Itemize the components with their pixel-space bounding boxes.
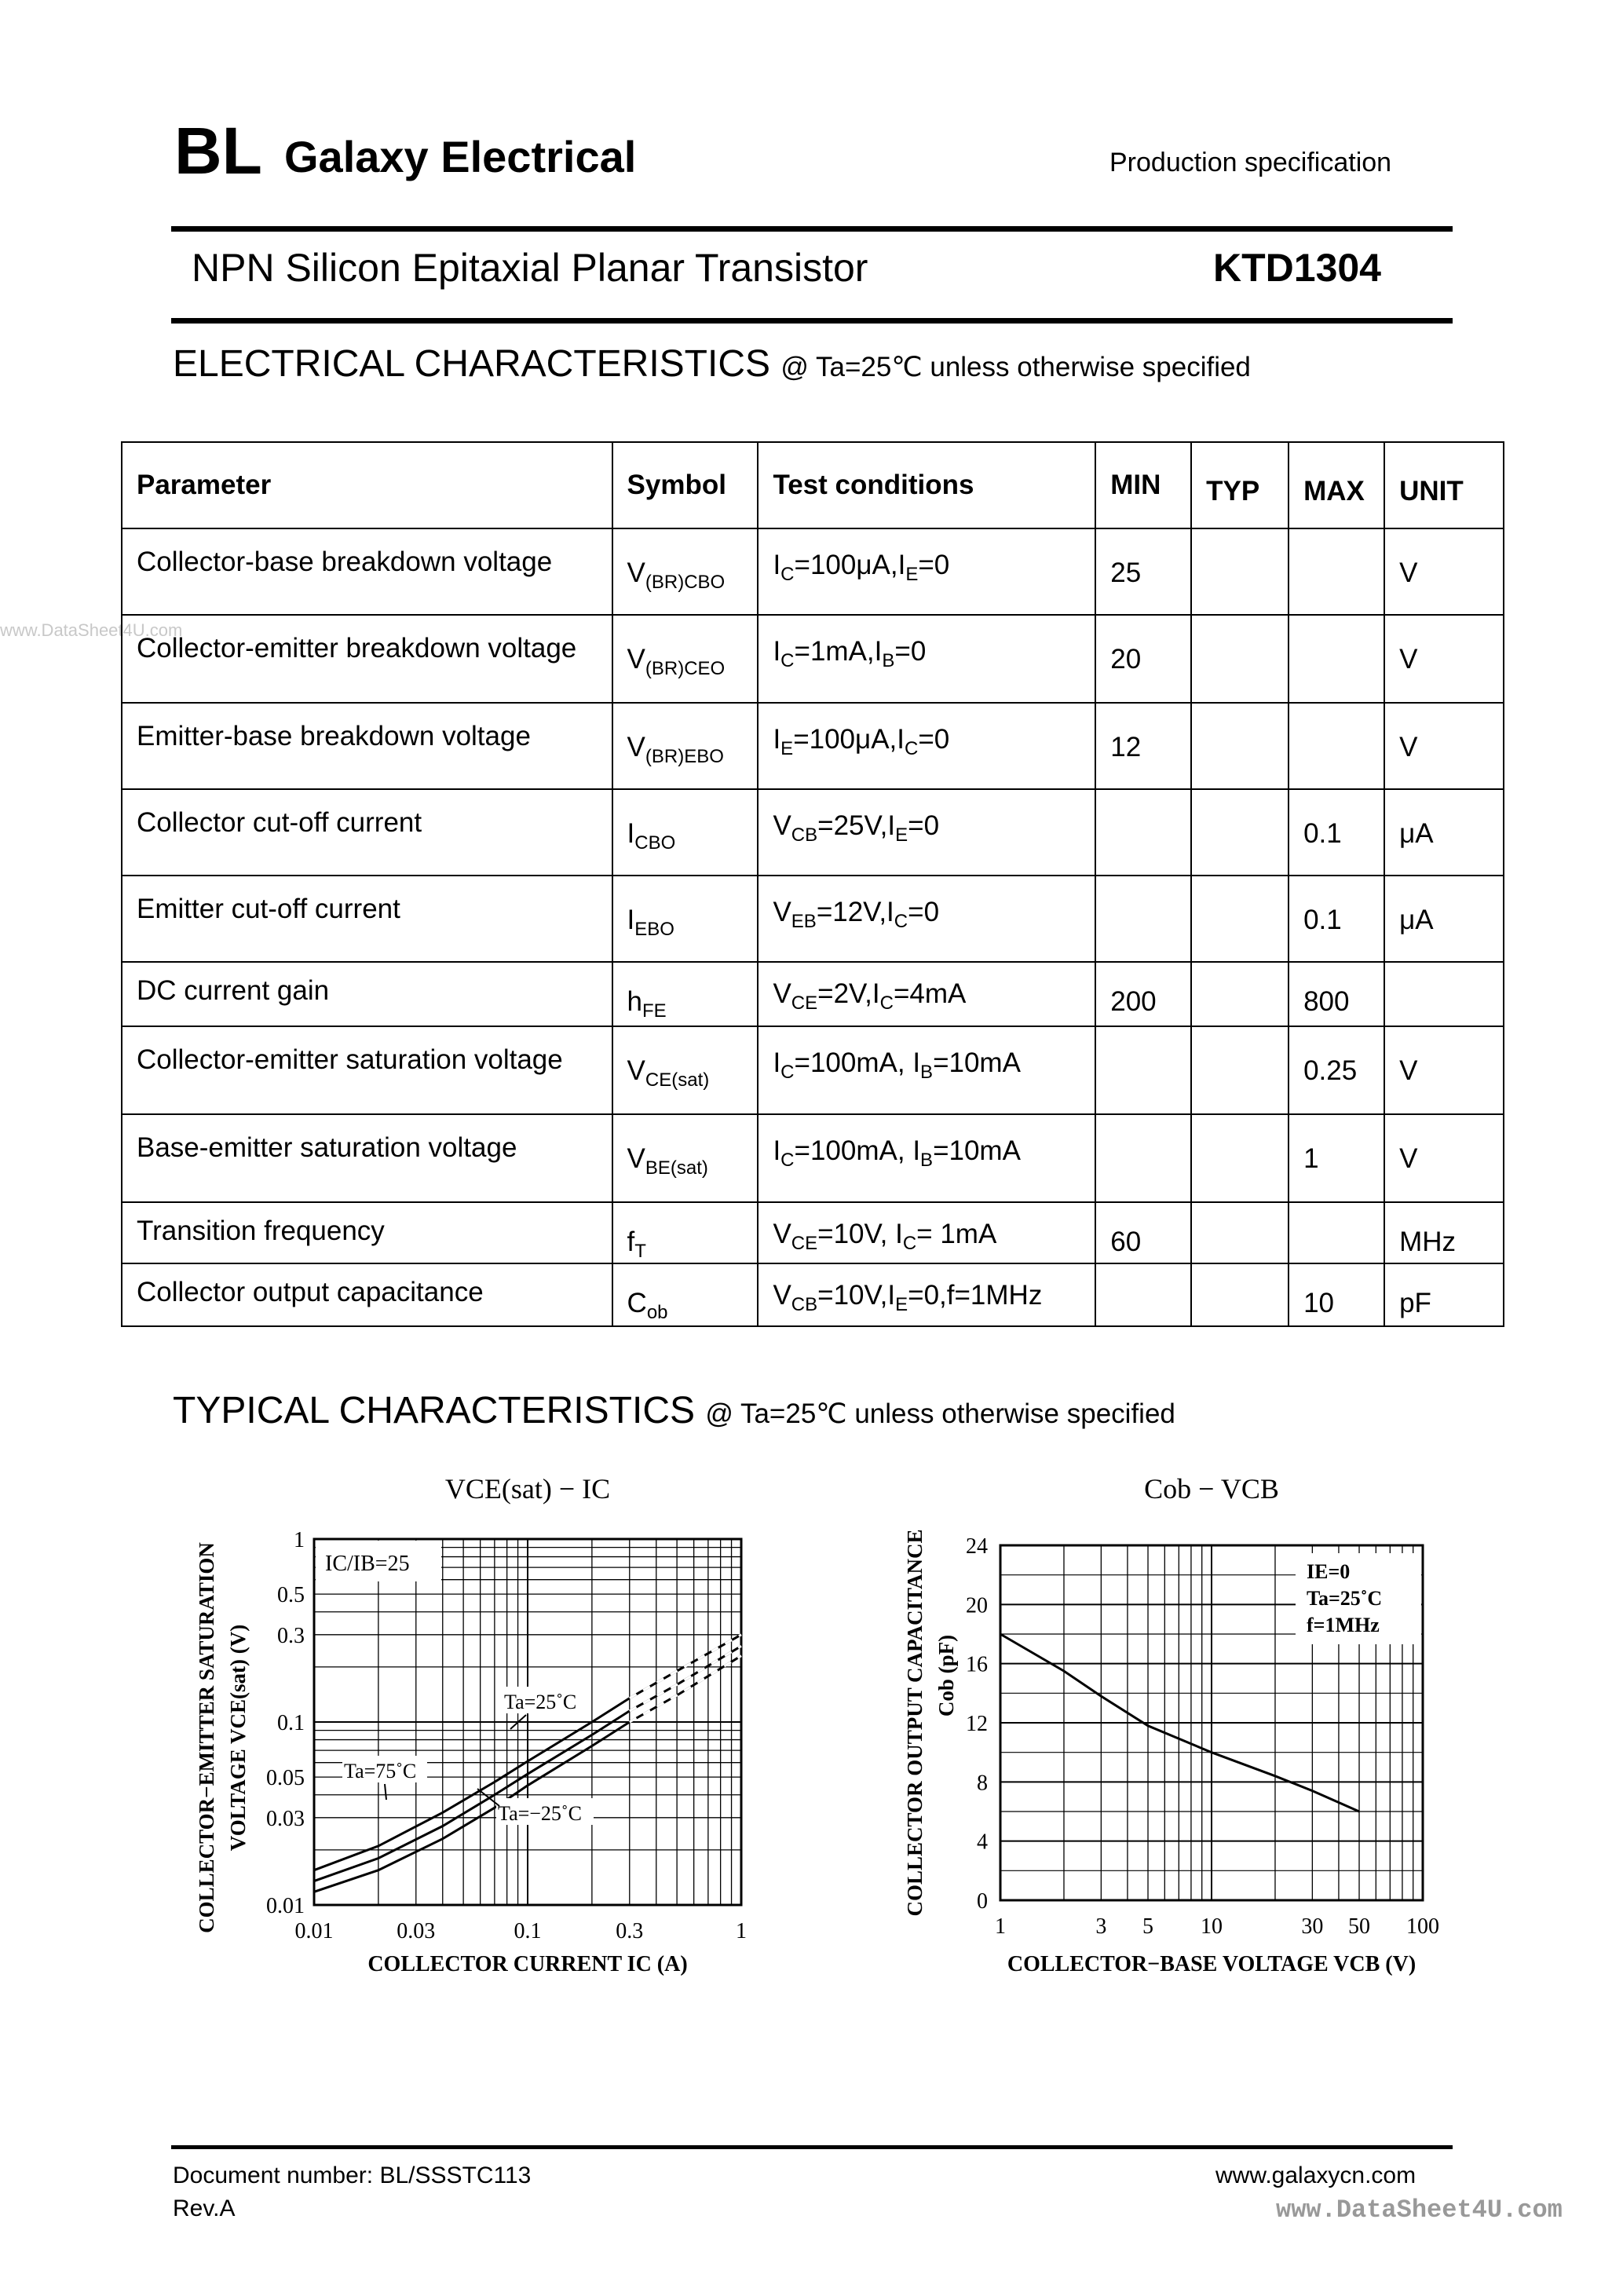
cell-unit xyxy=(1384,1114,1504,1202)
symbol-subscript: T xyxy=(634,1241,646,1262)
cell-unit xyxy=(1384,703,1504,789)
condition-var: I xyxy=(773,1047,781,1078)
symbol-main: f xyxy=(627,1227,635,1257)
column-header-label: UNIT xyxy=(1399,476,1464,506)
condition-var: V xyxy=(773,1219,791,1249)
table-row xyxy=(122,528,1504,615)
cell-typ xyxy=(1191,1263,1289,1326)
column-header xyxy=(1289,442,1384,528)
cell-typ xyxy=(1191,615,1289,703)
cell-typ xyxy=(1191,703,1289,789)
condition-var: I xyxy=(874,636,883,667)
cell-test-conditions xyxy=(758,1026,1095,1114)
cell-min xyxy=(1095,1026,1191,1114)
electrical-heading-condition: @ Ta=25℃ unless otherwise specified xyxy=(780,352,1251,382)
parameter-text: Collector output capacitance xyxy=(137,1277,484,1307)
max-value: 10 xyxy=(1303,1288,1335,1318)
cell-test-conditions xyxy=(758,703,1095,789)
cell-max xyxy=(1289,789,1384,876)
header-rule-bottom xyxy=(171,318,1453,324)
cell-min xyxy=(1095,1202,1191,1263)
condition-value: =100mA, xyxy=(794,1135,913,1166)
condition-var: I xyxy=(773,636,781,667)
part-number: KTD1304 xyxy=(1213,246,1381,290)
y-tick-label: 4 xyxy=(977,1830,988,1855)
column-header xyxy=(612,442,758,528)
condition-value: =10mA xyxy=(933,1047,1021,1078)
parameter-text: Emitter-base breakdown voltage xyxy=(137,721,531,751)
cell-parameter xyxy=(122,789,612,876)
cell-unit xyxy=(1384,1263,1504,1326)
condition-value: =0 xyxy=(908,810,940,841)
symbol-subscript: FE xyxy=(642,1000,667,1022)
condition-subscript: C xyxy=(879,993,894,1014)
condition-subscript: E xyxy=(895,1294,908,1315)
parameter-text: Collector-base breakdown voltage xyxy=(137,547,553,577)
table-row xyxy=(122,1026,1504,1114)
cell-max xyxy=(1289,615,1384,703)
column-header-label: Test conditions xyxy=(773,470,974,500)
symbol-subscript: (BR)CEO xyxy=(645,658,726,679)
annotation-ta-minus25: Ta=−25˚C xyxy=(498,1802,582,1825)
condition-var: I xyxy=(912,1135,921,1166)
condition-subscript: EB xyxy=(791,911,817,932)
symbol-main: V xyxy=(627,1055,645,1086)
cell-symbol xyxy=(612,1026,758,1114)
unit-value: μA xyxy=(1399,818,1434,849)
condition-subscript: B xyxy=(882,650,895,671)
column-header-label: Parameter xyxy=(137,470,272,500)
y-tick-label: 0.3 xyxy=(277,1623,305,1648)
unit-value: V xyxy=(1399,644,1418,675)
condition-var: I xyxy=(912,1047,921,1078)
y-axis-label-line1: COLLECTOR OUTPUT CAPACITANCE xyxy=(903,1529,927,1917)
condition-var: V xyxy=(773,978,791,1009)
watermark-bottom: www.DataSheet4U.com xyxy=(1276,2195,1563,2225)
cell-typ xyxy=(1191,1114,1289,1202)
website-link[interactable]: www.galaxycn.com xyxy=(1215,2163,1416,2188)
cell-symbol xyxy=(612,1202,758,1263)
cell-symbol xyxy=(612,1263,758,1326)
y-tick-label: 0.01 xyxy=(266,1894,305,1918)
y-tick-label: 20 xyxy=(966,1593,988,1618)
condition-subscript: B xyxy=(920,1062,934,1083)
condition-subscript: C xyxy=(894,911,908,932)
cell-unit xyxy=(1384,1202,1504,1263)
condition-subscript: E xyxy=(905,564,919,585)
x-tick-label: 0.3 xyxy=(616,1919,644,1943)
cell-unit xyxy=(1384,615,1504,703)
cell-test-conditions xyxy=(758,789,1095,876)
y-axis-label-line2: Cob (pF) xyxy=(934,1634,958,1717)
cell-test-conditions xyxy=(758,962,1095,1026)
cell-typ xyxy=(1191,962,1289,1026)
annotation-condition: f=1MHz xyxy=(1307,1614,1380,1636)
unit-value: μA xyxy=(1399,905,1434,935)
revision: Rev.A xyxy=(173,2195,236,2221)
parameter-text: Collector-emitter breakdown voltage xyxy=(137,633,577,664)
cell-parameter xyxy=(122,962,612,1026)
condition-var: I xyxy=(897,724,905,755)
x-tick-label: 1 xyxy=(736,1919,747,1943)
cell-test-conditions xyxy=(758,528,1095,615)
brand-short: BL xyxy=(174,114,262,188)
cell-min xyxy=(1095,703,1191,789)
header-rule-top xyxy=(171,226,1453,232)
condition-subscript: C xyxy=(902,1233,917,1254)
parameter-text: Collector cut-off current xyxy=(137,807,422,838)
parameter-text: Collector-emitter saturation voltage xyxy=(137,1044,563,1075)
condition-value: =100μA, xyxy=(793,724,897,755)
cell-max xyxy=(1289,1263,1384,1326)
condition-var: V xyxy=(773,897,791,927)
condition-subscript: CB xyxy=(791,824,818,846)
condition-subscript: C xyxy=(780,1150,795,1171)
column-header xyxy=(122,442,612,528)
symbol-subscript: CE(sat) xyxy=(645,1069,710,1091)
min-value: 60 xyxy=(1110,1227,1142,1257)
condition-value: =0,f=1MHz xyxy=(908,1280,1043,1311)
page-title: NPN Silicon Epitaxial Planar Transistor xyxy=(192,246,868,290)
condition-value: =10V, xyxy=(817,1219,896,1249)
cell-min xyxy=(1095,1263,1191,1326)
y-tick-label: 0.03 xyxy=(266,1806,305,1831)
unit-value: V xyxy=(1399,558,1418,588)
condition-value: =12V, xyxy=(816,897,887,927)
watermark-left: www.DataSheet4U.com xyxy=(0,620,183,640)
symbol-main: C xyxy=(627,1288,647,1318)
symbol-main: I xyxy=(627,905,635,935)
unit-value: V xyxy=(1399,1143,1418,1174)
cell-symbol xyxy=(612,962,758,1026)
unit-value: V xyxy=(1399,732,1418,762)
typical-heading-text: TYPICAL CHARACTERISTICS xyxy=(173,1390,695,1431)
parameter-text: Emitter cut-off current xyxy=(137,894,400,924)
electrical-table-body xyxy=(122,442,1504,1326)
symbol-subscript: (BR)CBO xyxy=(645,572,726,593)
y-tick-label: 12 xyxy=(966,1712,988,1736)
x-tick-label: 0.01 xyxy=(294,1919,334,1943)
y-tick-label: 0.1 xyxy=(277,1711,305,1735)
condition-var: I xyxy=(895,1219,903,1249)
symbol-main: V xyxy=(627,644,645,675)
cell-test-conditions xyxy=(758,1263,1095,1326)
condition-value: = 1mA xyxy=(916,1219,997,1249)
condition-value: =10mA xyxy=(933,1135,1021,1166)
cell-max xyxy=(1289,528,1384,615)
condition-value: =100mA, xyxy=(794,1047,913,1078)
condition-subscript: C xyxy=(905,738,919,759)
column-header xyxy=(1095,442,1191,528)
table-header-row xyxy=(122,442,1504,528)
symbol-subscript: CBO xyxy=(634,832,676,854)
x-axis-label: COLLECTOR−BASE VOLTAGE VCB (V) xyxy=(1007,1952,1416,1976)
cell-max xyxy=(1289,1114,1384,1202)
column-header xyxy=(1191,442,1289,528)
cell-parameter xyxy=(122,1202,612,1263)
chart-title: VCE(sat) − IC xyxy=(444,1473,611,1504)
annotation-condition: Ta=25˚C xyxy=(1307,1587,1383,1610)
unit-value: pF xyxy=(1399,1288,1431,1318)
cell-min xyxy=(1095,528,1191,615)
condition-value: =4mA xyxy=(893,978,967,1009)
condition-var: I xyxy=(886,897,894,927)
condition-subscript: E xyxy=(780,738,794,759)
min-value: 20 xyxy=(1110,644,1142,675)
condition-value: =10V, xyxy=(817,1280,888,1311)
x-tick-label: 30 xyxy=(1301,1914,1324,1939)
cell-min xyxy=(1095,1114,1191,1202)
cell-symbol xyxy=(612,703,758,789)
parameter-text: DC current gain xyxy=(137,975,330,1006)
cell-unit xyxy=(1384,876,1504,962)
typical-heading-condition: @ Ta=25℃ unless otherwise specified xyxy=(705,1398,1175,1429)
cell-min xyxy=(1095,876,1191,962)
cell-parameter xyxy=(122,1114,612,1202)
cell-min xyxy=(1095,615,1191,703)
cell-typ xyxy=(1191,789,1289,876)
y-tick-label: 0.5 xyxy=(277,1583,305,1608)
annotation-condition: IE=0 xyxy=(1307,1560,1351,1583)
condition-var: I xyxy=(887,810,896,841)
column-header xyxy=(758,442,1095,528)
x-tick-label: 10 xyxy=(1201,1914,1223,1939)
column-header-label: MIN xyxy=(1110,470,1161,500)
column-header-label: MAX xyxy=(1303,476,1365,506)
y-axis-label-line1: COLLECTOR−EMITTER SATURATION xyxy=(195,1542,218,1933)
cell-test-conditions xyxy=(758,1202,1095,1263)
column-header-label: TYP xyxy=(1206,476,1260,506)
symbol-subscript: EBO xyxy=(634,919,674,940)
cell-parameter xyxy=(122,615,612,703)
cell-parameter xyxy=(122,1263,612,1326)
cell-parameter xyxy=(122,1026,612,1114)
cell-unit xyxy=(1384,789,1504,876)
cell-typ xyxy=(1191,1026,1289,1114)
chart-title: Cob − VCB xyxy=(1144,1473,1279,1504)
cell-max xyxy=(1289,1202,1384,1263)
min-value: 25 xyxy=(1110,558,1142,588)
cell-parameter xyxy=(122,528,612,615)
cell-max xyxy=(1289,962,1384,1026)
cell-unit xyxy=(1384,528,1504,615)
condition-value: =0 xyxy=(918,550,950,580)
condition-value: =2V, xyxy=(817,978,872,1009)
cell-max xyxy=(1289,876,1384,962)
cell-typ xyxy=(1191,1202,1289,1263)
condition-subscript: B xyxy=(920,1150,934,1171)
x-tick-label: 0.1 xyxy=(514,1919,542,1943)
x-tick-label: 5 xyxy=(1142,1914,1154,1939)
condition-var: I xyxy=(887,1280,896,1311)
x-tick-label: 0.03 xyxy=(397,1919,436,1943)
max-value: 0.25 xyxy=(1303,1055,1358,1086)
cell-unit xyxy=(1384,1026,1504,1114)
y-tick-label: 0.05 xyxy=(266,1766,305,1791)
x-tick-label: 3 xyxy=(1095,1914,1107,1939)
symbol-subscript: ob xyxy=(646,1302,668,1323)
min-value: 12 xyxy=(1110,732,1142,762)
x-axis-label: COLLECTOR CURRENT IC (A) xyxy=(367,1952,688,1976)
brand-name: Galaxy Electrical xyxy=(284,132,637,181)
condition-value: =25V, xyxy=(817,810,888,841)
annotation-ta-75: Ta=75˚C xyxy=(344,1760,417,1782)
unit-value: V xyxy=(1399,1055,1418,1086)
condition-subscript: E xyxy=(895,824,908,846)
cell-max xyxy=(1289,1026,1384,1114)
condition-var: V xyxy=(773,810,791,841)
x-tick-label: 50 xyxy=(1348,1914,1371,1939)
cell-min xyxy=(1095,789,1191,876)
y-tick-label: 0 xyxy=(977,1889,988,1914)
condition-subscript: CE xyxy=(791,1233,818,1254)
cell-test-conditions xyxy=(758,1114,1095,1202)
cell-min xyxy=(1095,962,1191,1026)
unit-value: MHz xyxy=(1399,1227,1456,1257)
y-tick-label: 24 xyxy=(966,1534,988,1559)
condition-var: I xyxy=(773,724,781,755)
symbol-subscript: BE(sat) xyxy=(645,1157,708,1179)
max-value: 1 xyxy=(1303,1143,1319,1174)
condition-subscript: CB xyxy=(791,1294,818,1315)
cell-typ xyxy=(1191,528,1289,615)
condition-var: I xyxy=(773,550,781,580)
cell-unit xyxy=(1384,962,1504,1026)
max-value: 800 xyxy=(1303,986,1350,1017)
condition-var: I xyxy=(773,1135,781,1166)
symbol-main: h xyxy=(627,986,642,1017)
condition-value: =1mA, xyxy=(794,636,875,667)
y-axis-label-line2: VOLTAGE VCE(sat) (V) xyxy=(226,1624,250,1852)
condition-value: =0 xyxy=(894,636,927,667)
y-tick-label: 1 xyxy=(294,1528,305,1552)
symbol-subscript: (BR)EBO xyxy=(645,746,724,767)
symbol-main: I xyxy=(627,818,635,849)
cell-symbol xyxy=(612,615,758,703)
vcesat-ic-chart xyxy=(173,1461,793,2010)
condition-subscript: C xyxy=(780,564,795,585)
min-value: 200 xyxy=(1110,986,1157,1017)
condition-value: =100μA, xyxy=(794,550,898,580)
condition-subscript: C xyxy=(780,650,795,671)
cell-symbol xyxy=(612,789,758,876)
cell-symbol xyxy=(612,528,758,615)
cell-parameter xyxy=(122,876,612,962)
table-row xyxy=(122,703,1504,789)
table-row xyxy=(122,876,1504,962)
cell-test-conditions xyxy=(758,876,1095,962)
condition-subscript: CE xyxy=(791,993,818,1014)
table-row xyxy=(122,1263,1504,1326)
electrical-table xyxy=(121,441,1504,1327)
annotation-leader xyxy=(385,1784,386,1800)
y-tick-label: 8 xyxy=(977,1771,988,1796)
table-row xyxy=(122,789,1504,876)
cell-symbol xyxy=(612,876,758,962)
x-tick-label: 1 xyxy=(995,1914,1006,1939)
condition-subscript: C xyxy=(780,1062,795,1083)
column-header-label: Symbol xyxy=(627,470,726,500)
parameter-text: Transition frequency xyxy=(137,1216,385,1246)
x-tick-label: 100 xyxy=(1406,1914,1439,1939)
max-value: 0.1 xyxy=(1303,818,1342,849)
max-value: 0.1 xyxy=(1303,905,1342,935)
condition-var: I xyxy=(872,978,880,1009)
doc-number: Document number: BL/SSSTC113 xyxy=(173,2163,532,2188)
electrical-heading xyxy=(173,345,1251,383)
cell-symbol xyxy=(612,1114,758,1202)
table-row xyxy=(122,962,1504,1026)
condition-var: I xyxy=(897,550,906,580)
y-tick-label: 16 xyxy=(966,1652,988,1677)
column-header xyxy=(1384,442,1504,528)
table-row xyxy=(122,615,1504,703)
symbol-main: V xyxy=(627,732,645,762)
table-row xyxy=(122,1202,1504,1263)
spec-type: Production specification xyxy=(1109,148,1392,177)
typical-heading xyxy=(173,1392,1175,1430)
symbol-main: V xyxy=(627,558,645,588)
parameter-text: Base-emitter saturation voltage xyxy=(137,1132,517,1163)
condition-var: V xyxy=(773,1280,791,1311)
condition-value: =0 xyxy=(918,724,950,755)
cell-parameter xyxy=(122,703,612,789)
symbol-main: V xyxy=(627,1143,645,1174)
condition-value: =0 xyxy=(908,897,940,927)
cell-max xyxy=(1289,703,1384,789)
cell-test-conditions xyxy=(758,615,1095,703)
cob-vcb-chart xyxy=(887,1461,1468,2010)
electrical-heading-text: ELECTRICAL CHARACTERISTICS xyxy=(173,343,771,385)
footer-rule xyxy=(171,2145,1453,2149)
annotation-ta-25: Ta=25˚C xyxy=(504,1691,577,1713)
annotation-ic-ib: IC/IB=25 xyxy=(325,1552,410,1576)
table-row xyxy=(122,1114,1504,1202)
cell-typ xyxy=(1191,876,1289,962)
